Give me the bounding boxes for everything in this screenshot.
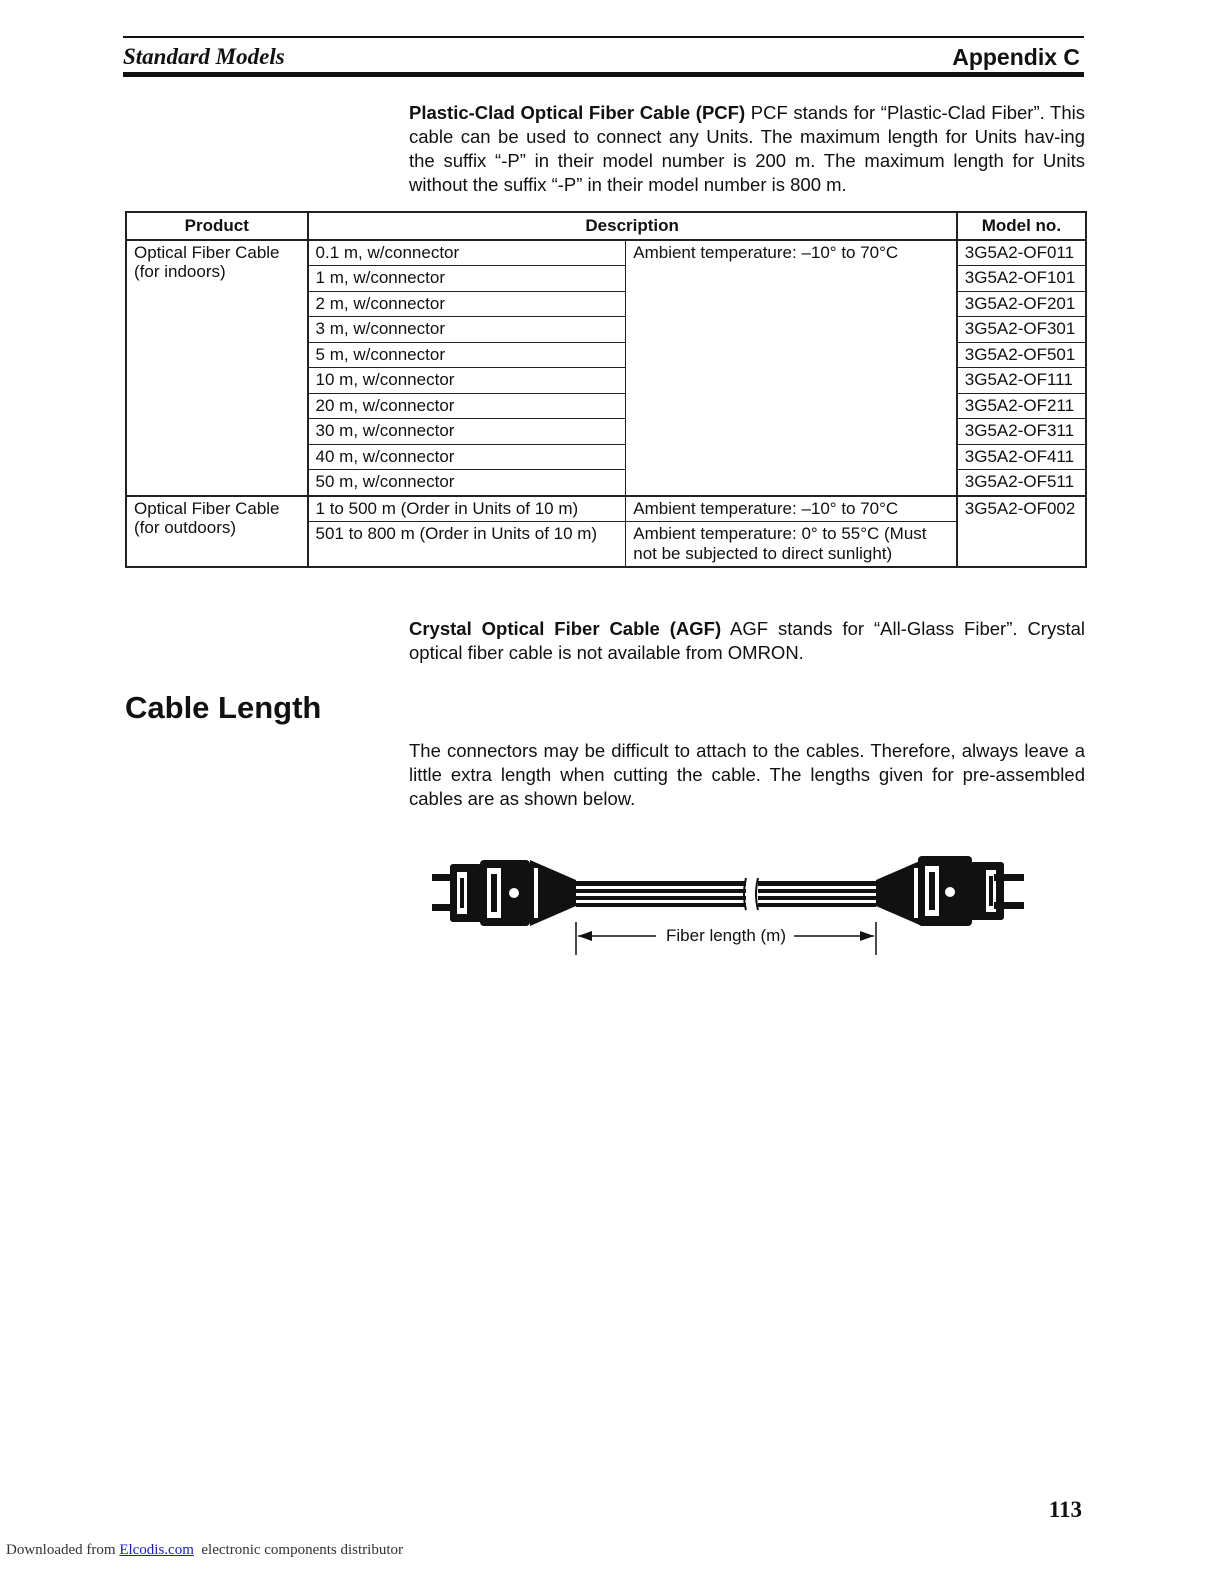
model-cell: 3G5A2-OF101 bbox=[957, 266, 1086, 292]
agf-text: AGF stands for “All-Glass Fiber”. Crystal optical fiber cable is not available from OMRON. bbox=[409, 618, 1085, 663]
length-cell: 30 m, w/connector bbox=[308, 419, 626, 445]
page-number: 113 bbox=[1048, 1497, 1082, 1522]
model-cell: 3G5A2-OF501 bbox=[957, 342, 1086, 368]
pcf-lead: Plastic-Clad Optical Fiber Cable (PCF) bbox=[409, 102, 746, 123]
model-cell: 3G5A2-OF311 bbox=[957, 419, 1086, 445]
indoor-ambient: Ambient temperature: –10° to 70°C bbox=[626, 240, 957, 496]
cable-diagram bbox=[430, 852, 1030, 962]
model-cell: 3G5A2-OF301 bbox=[957, 317, 1086, 343]
model-cell: 3G5A2-OF201 bbox=[957, 291, 1086, 317]
header-appendix-label: Appendix C bbox=[952, 44, 1080, 70]
table-header-row bbox=[126, 212, 1086, 240]
table-row bbox=[126, 240, 1086, 266]
footer-prefix: Downloaded from bbox=[6, 1542, 120, 1558]
footer-note bbox=[6, 1542, 403, 1559]
model-cell: 3G5A2-OF111 bbox=[957, 368, 1086, 394]
model-cell: 3G5A2-OF011 bbox=[957, 240, 1086, 266]
length-cell: 10 m, w/connector bbox=[308, 368, 626, 394]
header-rule-top bbox=[123, 36, 1084, 38]
length-cell: 20 m, w/connector bbox=[308, 393, 626, 419]
cable-length-paragraph: The connectors may be difficult to attach to the cables. Therefore, always leave a little extra length when cutting the cable. The lengths given for pre-assembled cables are as shown below. bbox=[409, 740, 1085, 809]
footer-link[interactable]: Elcodis.com bbox=[119, 1542, 194, 1558]
table-row bbox=[126, 496, 1086, 522]
agf-paragraph bbox=[409, 617, 1085, 665]
header-model: Model no. bbox=[957, 212, 1086, 240]
length-cell: 40 m, w/connector bbox=[308, 444, 626, 470]
header-description: Description bbox=[308, 212, 957, 240]
header-section-title: Standard Models bbox=[123, 44, 285, 69]
fiber-cable bbox=[576, 878, 876, 910]
pcf-text: PCF stands for “Plastic-Clad Fiber”. This cable can be used to connect any Units. The maximum length for Units hav-ing the suffix “-P” in their model number is 200 m. The maximum length for Units without the suffix “-P” in their model number is 800 m. bbox=[409, 102, 1086, 195]
fiber-length-label: Fiber length (m) bbox=[666, 926, 786, 945]
outdoor-model: 3G5A2-OF002 bbox=[957, 496, 1086, 568]
length-cell: 3 m, w/connector bbox=[308, 317, 626, 343]
length-cell: 2 m, w/connector bbox=[308, 291, 626, 317]
length-cell: 501 to 800 m (Order in Units of 10 m) bbox=[308, 522, 626, 568]
header-rule-bottom bbox=[123, 72, 1084, 77]
length-cell: 1 m, w/connector bbox=[308, 266, 626, 292]
model-cell: 3G5A2-OF411 bbox=[957, 444, 1086, 470]
footer-suffix: electronic components distributor bbox=[193, 1542, 404, 1558]
ambient-cell: Ambient temperature: 0° to 55°C (Must not be subjected to direct sunlight) bbox=[626, 522, 957, 568]
length-cell: 50 m, w/connector bbox=[308, 470, 626, 496]
agf-lead: Crystal Optical Fiber Cable (AGF) bbox=[409, 618, 722, 639]
indoor-product: Optical Fiber Cable (for indoors) bbox=[126, 240, 308, 496]
fiber-length-dimension bbox=[576, 922, 876, 955]
pcf-paragraph bbox=[409, 101, 1085, 197]
right-connector-icon bbox=[876, 856, 1024, 926]
ambient-cell: Ambient temperature: –10° to 70°C bbox=[626, 496, 957, 522]
length-cell: 0.1 m, w/connector bbox=[308, 240, 626, 266]
left-connector-icon bbox=[432, 860, 576, 926]
outdoor-product: Optical Fiber Cable (for outdoors) bbox=[126, 496, 308, 568]
model-cell: 3G5A2-OF511 bbox=[957, 470, 1086, 496]
cable-spec-table bbox=[125, 211, 1087, 568]
cable-length-heading: Cable Length bbox=[125, 690, 322, 725]
model-cell: 3G5A2-OF211 bbox=[957, 393, 1086, 419]
header-product: Product bbox=[126, 212, 308, 240]
length-cell: 1 to 500 m (Order in Units of 10 m) bbox=[308, 496, 626, 522]
length-cell: 5 m, w/connector bbox=[308, 342, 626, 368]
